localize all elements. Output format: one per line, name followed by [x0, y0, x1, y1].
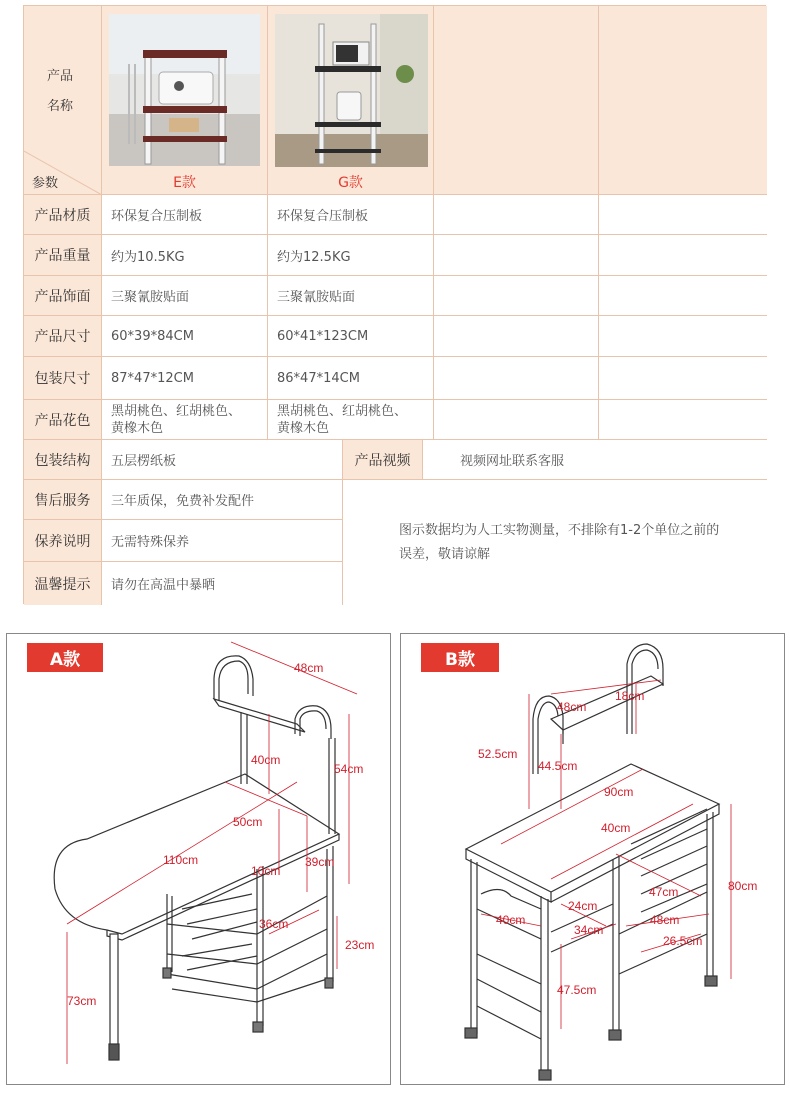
weight-empty-4 — [599, 235, 767, 276]
material-empty-3 — [434, 195, 599, 235]
material-g: 环保复合压制板 — [268, 195, 434, 235]
model-g-label: G款 — [338, 175, 363, 191]
row-label-color: 产品花色 — [24, 400, 102, 440]
size-g: 60*41*123CM — [268, 316, 434, 357]
model-e-photo — [109, 14, 260, 166]
dim-b-4: 90cm — [604, 785, 634, 799]
model-e-header — [102, 6, 268, 195]
weight-empty-3 — [434, 235, 599, 276]
color-g — [268, 400, 434, 440]
dim-b-8: 24cm — [568, 899, 598, 913]
tip-value: 请勿在高温中暴晒 — [102, 562, 343, 605]
finish-g: 三聚氰胺贴面 — [268, 276, 434, 316]
dim-b-3: 44.5cm — [538, 759, 578, 773]
model-g-header — [268, 6, 434, 195]
dim-b-5: 40cm — [601, 821, 631, 835]
color-e-text: 黑胡桃色、红胡桃色、黄橡木色 — [111, 403, 242, 436]
row-label-video: 产品视频 — [343, 440, 423, 480]
packaging-value: 五层楞纸板 — [102, 440, 343, 480]
dim-b-2: 52.5cm — [478, 747, 518, 761]
diagram-a-tag: A款 — [27, 643, 103, 672]
row-label-weight: 产品重量 — [24, 235, 102, 276]
corner-product-name: 产品名称 — [46, 69, 73, 114]
row-label-package-size: 包装尺寸 — [24, 357, 102, 400]
package-size-g: 86*47*14CM — [268, 357, 434, 400]
dim-a-7: 36cm — [259, 917, 289, 931]
color-empty-3 — [434, 400, 599, 440]
row-label-care: 保养说明 — [24, 520, 102, 562]
dim-b-0: 48cm — [557, 700, 587, 714]
service-value: 三年质保，免费补发配件 — [102, 480, 343, 520]
measurement-note-text: 图示数据均为人工实物测量，不排除有1-2个单位之前的误差，敬请谅解 — [399, 522, 720, 562]
size-empty-3 — [434, 316, 599, 357]
measurement-note — [343, 480, 767, 605]
dim-b-7: 47cm — [649, 885, 679, 899]
weight-e: 约为10.5KG — [102, 235, 268, 276]
dim-a-6: 39cm — [305, 855, 335, 869]
row-label-finish: 产品饰面 — [24, 276, 102, 316]
row-label-material: 产品材质 — [24, 195, 102, 235]
diagram-b-tag: B款 — [421, 643, 499, 672]
color-e — [102, 400, 268, 440]
size-empty-4 — [599, 316, 767, 357]
size-e: 60*39*84CM — [102, 316, 268, 357]
color-g-text: 黑胡桃色、红胡桃色、黄橡木色 — [277, 403, 408, 436]
empty-header-4 — [599, 6, 767, 195]
weight-g: 约为12.5KG — [268, 235, 434, 276]
dim-a-3: 50cm — [233, 815, 263, 829]
dim-a-1: 40cm — [251, 753, 281, 767]
material-e: 环保复合压制板 — [102, 195, 268, 235]
row-label-service: 售后服务 — [24, 480, 102, 520]
diagram-a-panel — [6, 633, 391, 1085]
finish-empty-3 — [434, 276, 599, 316]
dim-b-10: 34cm — [574, 923, 604, 937]
finish-e: 三聚氰胺贴面 — [102, 276, 268, 316]
dim-a-4: 110cm — [163, 853, 199, 867]
package-size-empty-3 — [434, 357, 599, 400]
corner-header — [24, 6, 102, 195]
row-label-tip: 温馨提示 — [24, 562, 102, 605]
row-label-packaging: 包装结构 — [24, 440, 102, 480]
package-size-empty-4 — [599, 357, 767, 400]
dim-a-8: 23cm — [345, 938, 375, 952]
model-e-label: E款 — [173, 175, 196, 191]
row-label-size: 产品尺寸 — [24, 316, 102, 357]
dim-b-6: 80cm — [728, 879, 758, 893]
video-value: 视频网址联系客服 — [423, 440, 767, 480]
dim-a-9: 73cm — [67, 994, 97, 1008]
spec-table — [23, 5, 766, 604]
dim-b-13: 47.5cm — [557, 983, 597, 997]
empty-header-3 — [434, 6, 599, 195]
material-empty-4 — [599, 195, 767, 235]
care-value: 无需特殊保养 — [102, 520, 343, 562]
color-empty-4 — [599, 400, 767, 440]
dim-b-1: 18cm — [615, 689, 645, 703]
dim-b-11: 48cm — [650, 913, 680, 927]
dim-b-9: 40cm — [496, 913, 526, 927]
model-g-photo — [275, 14, 428, 167]
finish-empty-4 — [599, 276, 767, 316]
dim-a-2: 54cm — [334, 762, 364, 776]
dim-a-5: 10cm — [251, 864, 281, 878]
diagram-b-drawing — [401, 634, 786, 1086]
package-size-e: 87*47*12CM — [102, 357, 268, 400]
diagram-b-panel — [400, 633, 785, 1085]
dim-b-12: 26.5cm — [663, 934, 703, 948]
dim-a-0: 48cm — [294, 661, 324, 675]
corner-params: 参数 — [32, 176, 59, 191]
